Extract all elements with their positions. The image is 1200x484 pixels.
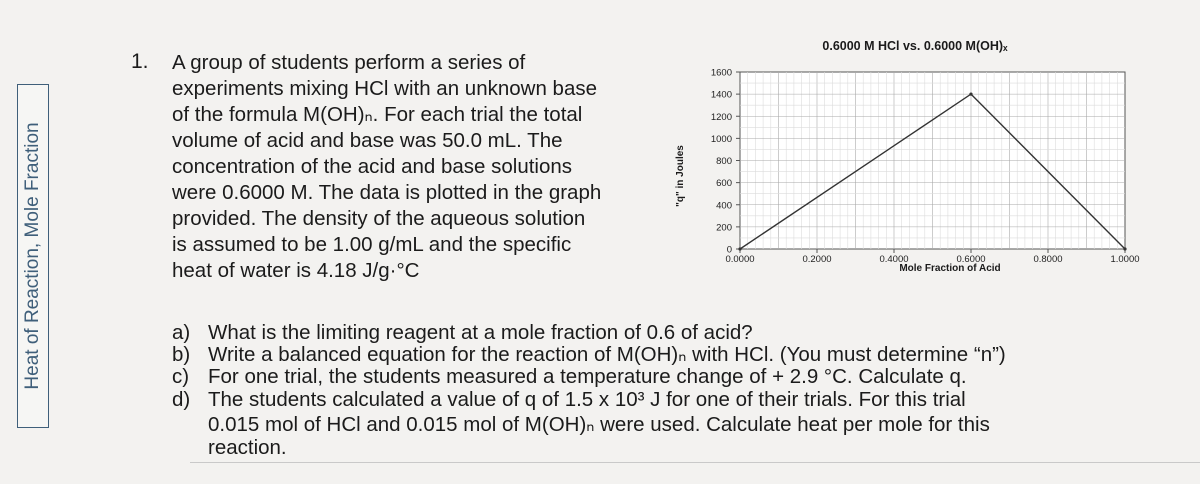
intro-line: were 0.6000 M. The data is plotted in the graph [172,181,602,204]
question-text: The students calculated a value of q of 1.5 x 10³ J for one of their trials. For this trial [208,388,966,411]
heat-vs-mole-fraction-chart [670,28,1150,278]
question-text: 0.015 mol of HCl and 0.015 mol of M(OH)ₙ were used. Calculate heat per mole for this [208,413,990,436]
question-label: b) [172,343,191,366]
question-b [172,342,1006,367]
question-label: c) [172,365,190,388]
data-point [969,93,972,96]
intro-line: A group of students perform a series of [172,51,526,74]
intro-line: concentration of the acid and base solutions [172,155,573,178]
question-text: Write a balanced equation for the reaction of M(OH)ₙ with HCl. (You must determine “n”) [208,343,1006,366]
question-d-continued [208,436,287,460]
x-tick-label: 0.0000 [725,254,755,265]
question-d [172,388,966,412]
x-tick-label: 1.0000 [1110,254,1140,265]
question-text: What is the limiting reagent at a mole fraction of 0.6 of acid? [208,321,753,344]
y-tick-label: 400 [716,200,732,212]
question-number: 1. [131,50,149,73]
y-tick-label: 1400 [710,89,732,101]
x-axis-label: Mole Fraction of Acid [899,263,1001,274]
x-tick-label: 0.2000 [802,254,832,265]
intro-line: provided. The density of the aqueous solution [172,207,586,230]
x-tick-label: 0.8000 [1033,254,1063,265]
y-tick-label: 1200 [710,111,732,123]
question-d-continued [208,412,990,437]
data-point [1123,247,1126,250]
y-tick-label: 1000 [710,133,732,145]
chart-title: 0.6000 M HCl vs. 0.6000 M(OH)ₓ [822,39,1008,53]
y-axis-label: "q" in Joules [675,145,686,207]
question-label: a) [172,321,191,344]
intro-line: of the formula M(OH)ₙ. For each trial the total [172,103,583,126]
y-tick-label: 1600 [710,67,732,79]
divider [190,462,1200,463]
x-tick-label: 0.6000 [956,254,986,265]
intro-line: experiments mixing HCl with an unknown base [172,77,598,100]
intro-line: is assumed to be 1.00 g/mL and the specific [172,233,572,256]
side-tab [17,84,49,428]
data-point [738,247,741,250]
question-text: For one trial, the students measured a temperature change of + 2.9 °C. Calculate q. [208,365,967,388]
x-tick-label: 0.4000 [879,254,909,265]
intro-line: volume of acid and base was 50.0 mL. The [172,129,563,152]
question-text: reaction. [208,436,287,459]
question-label: d) [172,388,191,411]
y-tick-label: 800 [716,156,732,167]
intro-line: heat of water is 4.18 J/g·°C [172,259,420,282]
side-tab-label: Heat of Reaction, Mole Fraction [22,122,43,390]
y-tick-label: 0 [726,244,732,256]
y-tick-label: 600 [716,178,732,190]
question-c [172,365,967,389]
y-tick-label: 200 [716,222,732,234]
problem-intro [172,50,672,284]
